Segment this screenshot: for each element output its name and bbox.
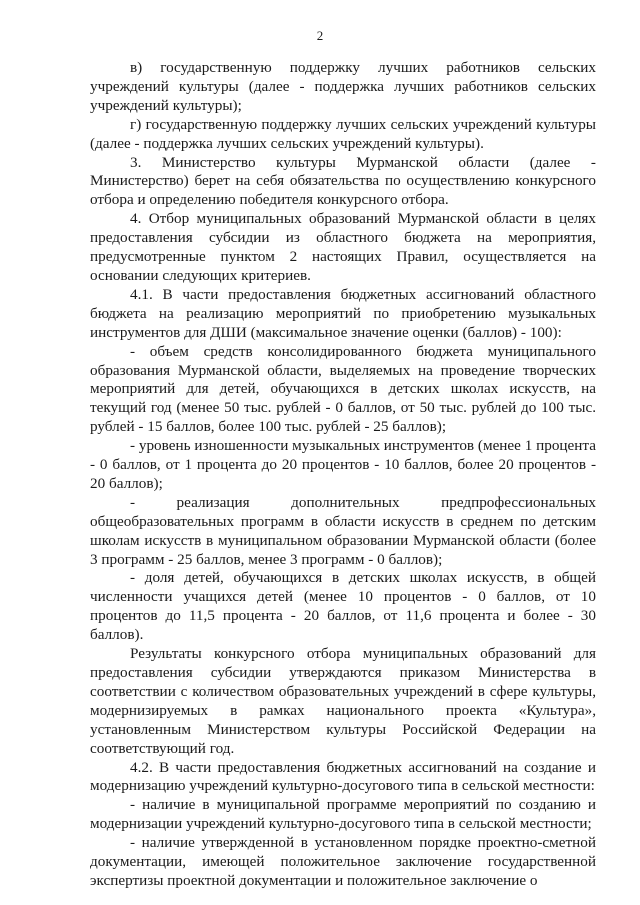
criterion-programs: - реализация дополнительных предпрофессиональных общеобразовательных программ в области искусств в среднем по детским школам искусств в муниципальном образовании Мурманской области (более 3 программ - 25 баллов, менее 3 программ - 0 баллов);	[90, 493, 596, 568]
criterion-municipal-program: - наличие в муниципальной программе мероприятий по созданию и модернизации учреждений культурно-досугового типа в сельской местности;	[90, 796, 596, 833]
paragraph-3: 3. Министерство культуры Мурманской области (далее - Министерство) берет на себя обязательства по осуществлению конкурсного отбора и определению победителя конкурсного отбора.	[90, 153, 596, 209]
criterion-budget: - объем средств консолидированного бюджета муниципального образования Мурманской области, выделяемых на проведение творческих мероприятий для детей, обучающихся в детских школах искусств, на текущий год (менее 50 тыс. рублей - 0 баллов, от 50 тыс. рублей до 100 тыс. рублей - 15 баллов, более 100 тыс. рублей - 25 баллов);	[90, 342, 596, 436]
criterion-children-share: - доля детей, обучающихся в детских школах искусств, в общей численности учащихся детей (менее 10 процентов - 0 баллов, от 10 процентов до 11,5 процента - 20 баллов, от 11,6 процента и более - 30 баллов).	[90, 569, 596, 644]
paragraph-results: Результаты конкурсного отбора муниципальных образований для предоставления субсидии утверждаются приказом Министерства в соответствии с количеством образовательных учреждений в сфере культуры, модернизируемых в рамках национального проекта «Культура», установленным Министерством культуры Российской Федерации на соответствующий год.	[90, 645, 596, 757]
paragraph-g: г) государственную поддержку лучших сельских учреждений культуры (далее - поддержка лучших сельских учреждений культуры).	[90, 115, 596, 152]
paragraph-v: в) государственную поддержку лучших работников сельских учреждений культуры (далее - поддержка лучших работников сельских учреждений культуры);	[90, 59, 596, 114]
document-body	[90, 59, 596, 891]
paragraph-4: 4. Отбор муниципальных образований Мурманской области в целях предоставления субсидии из областного бюджета на мероприятия, предусмотренные пунктом 2 настоящих Правил, осуществляется на основании следующих критериев.	[90, 210, 596, 284]
criterion-design-documentation: - наличие утвержденной в установленном порядке проектно-сметной документации, имеющей положительное заключение государственной экспертизы проектной документации и положительное заключение о	[90, 834, 596, 889]
paragraph-4-2: 4.2. В части предоставления бюджетных ассигнований на создание и модернизацию учреждений культурно-досугового типа в сельской местности:	[90, 758, 596, 795]
paragraph-4-1: 4.1. В части предоставления бюджетных ассигнований областного бюджета на реализацию мероприятий по приобретению музыкальных инструментов для ДШИ (максимальное значение оценки (баллов) - 100):	[90, 285, 596, 341]
page-number: 2	[316, 28, 324, 43]
criterion-instrument-wear: - уровень изношенности музыкальных инструментов (менее 1 процента - 0 баллов, от 1 процента до 20 процентов - 10 баллов, более 20 процентов - 20 баллов);	[90, 437, 596, 492]
